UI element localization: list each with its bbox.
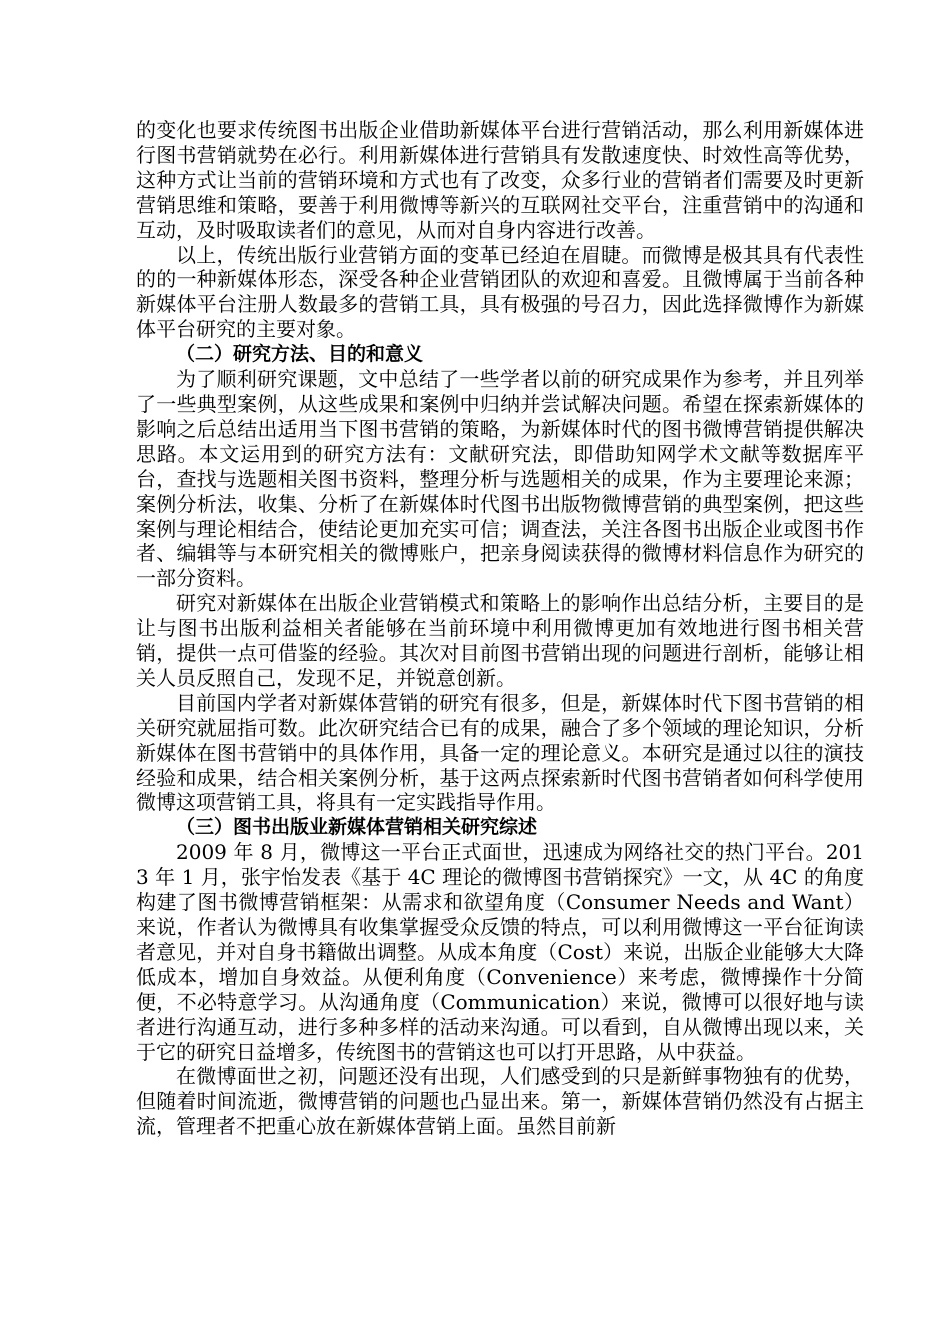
paragraph-research-significance: 目前国内学者对新媒体营销的研究有很多，但是，新媒体时代下图书营销的相关研究就屈指可数。此次研究结合已有的成果，融合了多个领域的理论知识，分析新媒体在图书营销中的具体作用，具备一定的理论意义。本研究是通过以往的演技经验和成果，结合相关案例分析，基于这两点探索新时代图书营销者如何科学使用微博这项营销工具，将具有一定实践指导作用。 — [136, 690, 864, 815]
paragraph-4c-theory: 2009 年 8 月，微博这一平台正式面世，迅速成为网络社交的热门平台。2013 年 1 月，张宇怡发表《基于 4C 理论的微博图书营销探究》一文，从 4C 的角度构建了图书微博营销框架：从需求和欲望角度（Consumer Needs and Want）来说，作者认为微博具有收集掌握受众反馈的特点，可以利用微博这一平台征询读者意见，并对自身书籍做出调整。从成本角度（Cost）来说，出版企业能够大大降低成本，增加自身效益。从便利角度（Convenience）来考虑，微博操作十分简便，不必特意学习。从沟通角度（Communication）来说，微博可以很好地与读者进行沟通互动，进行多种多样的活动来沟通。可以看到，自从微博出现以来，关于它的研究日益增多，传统图书的营销这也可以打开思路，从中获益。 — [136, 840, 864, 1064]
paragraph-media-change: 的变化也要求传统图书出版企业借助新媒体平台进行营销活动，那么利用新媒体进行图书营销就势在必行。利用新媒体进行营销具有发散速度快、时效性高等优势，这种方式让当前的营销环境和方式也有了改变，众多行业的营销者们需要及时更新营销思维和策略，要善于利用微博等新兴的互联网社交平台，注重营销中的沟通和互动，及时吸取读者们的意见，从而对自身内容进行改善。 — [136, 118, 864, 242]
paragraph-weibo-choice: 以上，传统出版行业营销方面的变革已经迫在眉睫。而微博是极其具有代表性的的一种新媒体形态，深受各种企业营销团队的欢迎和喜爱。且微博属于当前各种新媒体平台注册人数最多的营销工具，具有极强的号召力，因此选择微博作为新媒体平台研究的主要对象。 — [136, 242, 864, 342]
document-page — [136, 118, 864, 1139]
paragraph-weibo-problems: 在微博面世之初，问题还没有出现，人们感受到的只是新鲜事物独有的优势，但随着时间流逝，微博营销的问题也凸显出来。第一，新媒体营销仍然没有占据主流，管理者不把重心放在新媒体营销上面。虽然目前新 — [136, 1064, 864, 1139]
paragraph-research-purpose: 研究对新媒体在出版企业营销模式和策略上的影响作出总结分析，主要目的是让与图书出版利益相关者能够在当前环境中利用微博更加有效地进行图书相关营销，提供一点可借鉴的经验。其次对目前图书营销出现的问题进行剖析，能够让相关人员反照自己，发现不足，并锐意创新。 — [136, 591, 864, 690]
section-heading-literature-review: （三）图书出版业新媒体营销相关研究综述 — [176, 816, 538, 839]
section-heading-methods: （二）研究方法、目的和意义 — [176, 343, 424, 366]
paragraph-research-methods: 为了顺利研究课题，文中总结了一些学者以前的研究成果作为参考，并且列举了一些典型案例，从这些成果和案例中归纳并尝试解决问题。希望在探索新媒体的影响之后总结出适用当下图书营销的策略，为新媒体时代的图书微博营销提供解决思路。本文运用到的研究方法有：文献研究法，即借助知网学术文献等数据库平台，查找与选题相关图书资料，整理分析与选题相关的成果，作为主要理论来源；案例分析法，收集、分析了在新媒体时代图书出版物微博营销的典型案例，把这些案例与理论相结合，使结论更加充实可信；调查法，关注各图书出版企业或图书作者、编辑等与本研究相关的微博账户，把亲身阅读获得的微博材料信息作为研究的一部分资料。 — [136, 367, 864, 591]
